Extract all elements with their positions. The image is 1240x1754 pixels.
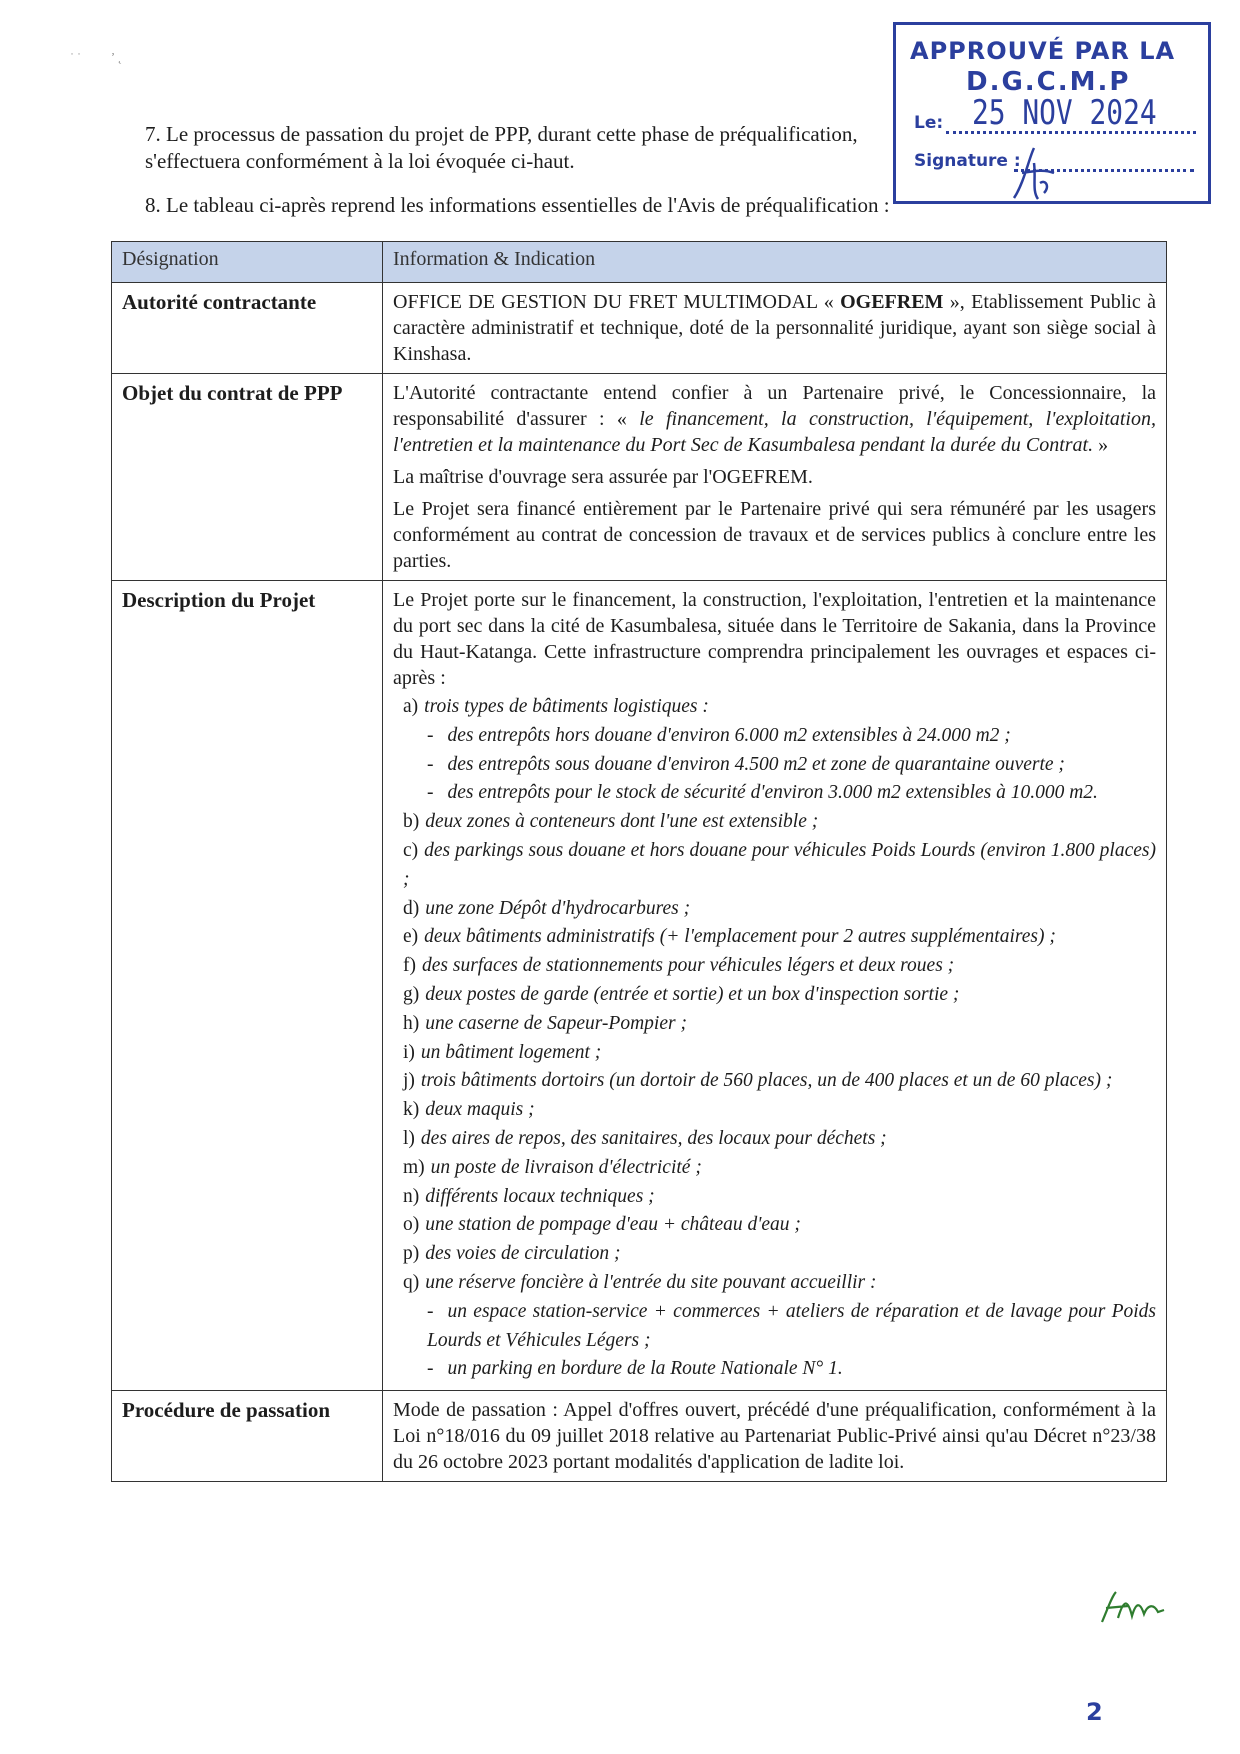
scan-specks: ˙ ˙ ʼ ˛ — [70, 50, 122, 64]
header-designation: Désignation — [112, 242, 383, 283]
list-item-text: des entrepôts pour le stock de sécurité d'environ 3.000 m2 extensibles à 10.000 m2. — [447, 782, 1098, 804]
list-marker: - — [427, 753, 434, 775]
list-marker: i) — [403, 1041, 415, 1063]
list-marker: n) — [403, 1185, 420, 1207]
list-item — [393, 1096, 1156, 1125]
list-item — [393, 1067, 1156, 1096]
stamp-line2: D.G.C.M.P — [966, 67, 1131, 97]
list-item — [393, 981, 1156, 1010]
page-number: 2 — [1086, 1698, 1103, 1726]
list-marker: j) — [403, 1070, 415, 1092]
list-item — [393, 923, 1156, 952]
list-item-text: différents locaux techniques ; — [425, 1185, 655, 1207]
list-item — [393, 1269, 1156, 1298]
list-item-text: trois types de bâtiments logistiques : — [424, 696, 709, 717]
stamp-date-label: Le: — [914, 113, 944, 133]
list-item — [393, 1240, 1156, 1269]
list-item — [393, 808, 1156, 837]
list-marker: c) — [403, 839, 419, 861]
objet-paragraph-3: Le Projet sera financé entièrement par le Partenaire privé qui sera rémunéré par les usagers conformément au contrat de concession de travaux et de services publics à conclure entre les parties. — [393, 498, 1156, 572]
objet-p1-end: » — [1093, 434, 1109, 456]
table-row — [112, 581, 1167, 1391]
list-marker: m) — [403, 1156, 425, 1178]
description-list — [393, 693, 1156, 1384]
list-marker: e) — [403, 926, 419, 948]
objet-paragraph-1 — [393, 380, 1156, 458]
list-marker: - — [427, 724, 434, 746]
row-value-objet — [383, 374, 1167, 581]
list-marker: f) — [403, 955, 416, 977]
list-item-text: des entrepôts hors douane d'environ 6.000 m2 extensibles à 24.000 m2 ; — [447, 724, 1011, 746]
list-item-text: deux bâtiments administratifs (+ l'emplacement pour 2 autres supplémentaires) ; — [424, 926, 1056, 948]
list-marker: o) — [403, 1214, 420, 1236]
approval-stamp — [893, 22, 1211, 204]
stamp-line1: APPROUVÉ PAR LA — [910, 37, 1176, 65]
list-item-text: deux zones à conteneurs dont l'une est extensible ; — [425, 811, 819, 833]
stamp-date: 25 NOV 2024 — [972, 93, 1157, 133]
row-value-procedure: Mode de passation : Appel d'offres ouvert, précédé d'une préqualification, conformément à la Loi n°18/016 du 09 juillet 2018 relative au Partenariat Public-Privé ainsi qu'au Décret n°23/38 du 26 octobre 2023 portant modalités d'application de ladite loi. — [383, 1391, 1167, 1482]
row-label-objet: Objet du contrat de PPP — [112, 374, 383, 581]
list-item — [393, 751, 1156, 780]
list-item-text: un espace station-service + commerces + ateliers de réparation et de lavage pour Poids Lourds et Véhicules Légers ; — [427, 1300, 1156, 1351]
list-marker: - — [427, 1300, 434, 1322]
list-item-text: des parkings sous douane et hors douane pour véhicules Poids Lourds (environ 1.800 places) ; — [403, 839, 1156, 890]
info-table — [111, 241, 1167, 1482]
stamp-signature-label: Signature : — [914, 151, 1021, 171]
list-item — [393, 693, 1156, 722]
list-marker: b) — [403, 811, 420, 833]
row-label-procedure: Procédure de passation — [112, 1391, 383, 1482]
row-label-description: Description du Projet — [112, 581, 383, 1391]
table-row — [112, 374, 1167, 581]
list-marker: - — [427, 1358, 434, 1380]
objet-p1-italic: le financement, la construction, l'équipement, l'exploitation, l'entretien et la maintenance du Port Sec de Kasumbalesa pendant la durée du Contrat. — [393, 408, 1156, 456]
initials-signature-icon — [1098, 1588, 1168, 1628]
list-item-text: deux postes de garde (entrée et sortie) et un box d'inspection sortie ; — [425, 983, 960, 1005]
list-marker: k) — [403, 1099, 420, 1121]
list-marker: p) — [403, 1243, 420, 1265]
list-item — [393, 722, 1156, 751]
autorite-text-part1: OFFICE DE GESTION DU FRET MULTIMODAL « — [393, 291, 841, 313]
list-marker: - — [427, 782, 434, 804]
list-item-text: des entrepôts sous douane d'environ 4.500 m2 et zone de quarantaine ouverte ; — [447, 753, 1065, 775]
list-item-text: deux maquis ; — [425, 1099, 535, 1121]
list-item-text: un bâtiment logement ; — [420, 1041, 602, 1063]
list-item — [393, 1010, 1156, 1039]
list-item-text: des aires de repos, des sanitaires, des locaux pour déchets ; — [420, 1127, 887, 1149]
list-item-text: une réserve foncière à l'entrée du site pouvant accueillir : — [425, 1271, 877, 1293]
list-item — [393, 1355, 1156, 1384]
list-item-text: des voies de circulation ; — [425, 1243, 621, 1265]
autorite-text-part2: », Etablissement Public à caractère administratif et technique, doté de la personnalité juridique, ayant son siège social à Kinshasa. — [393, 291, 1157, 365]
list-marker: h) — [403, 1012, 420, 1034]
list-item-text: une station de pompage d'eau + château d'eau ; — [425, 1214, 801, 1236]
list-marker: d) — [403, 897, 420, 919]
paragraph-8: 8. Le tableau ci-après reprend les informations essentielles de l'Avis de préqualification : — [145, 193, 890, 217]
list-item-text: un poste de livraison d'électricité ; — [430, 1156, 702, 1178]
objet-paragraph-2: La maîtrise d'ouvrage sera assurée par l'OGEFREM. — [393, 466, 813, 488]
list-item — [393, 895, 1156, 924]
list-item — [393, 1039, 1156, 1068]
list-item — [393, 837, 1156, 895]
objet-p1-start: L'Autorité contractante entend confier à un Partenaire privé, le Concessionnaire, la responsabilité d'assurer : « — [393, 382, 1156, 430]
list-item — [393, 1125, 1156, 1154]
list-item — [393, 1298, 1156, 1356]
list-item — [393, 779, 1156, 808]
list-item — [393, 1154, 1156, 1183]
description-intro: Le Projet porte sur le financement, la construction, l'exploitation, l'entretien et la maintenance du port sec dans la cité de Kasumbalesa, située dans le Territoire de Sakania, dans la Province du Haut-Katanga. Cette infrastructure comprendra principalement les ouvrages et espaces ci-après : — [393, 589, 1156, 689]
list-item-text: une zone Dépôt d'hydrocarbures ; — [425, 897, 691, 919]
paragraph-7: 7. Le processus de passation du projet de PPP, durant cette phase de préqualification, s'effectuera conformément à la loi évoquée ci-haut. — [145, 122, 858, 173]
row-value-autorite — [383, 283, 1167, 374]
list-marker: q) — [403, 1271, 420, 1293]
list-item-text: trois bâtiments dortoirs (un dortoir de 560 places, un de 400 places et un de 60 places) ; — [420, 1070, 1113, 1092]
list-item — [393, 1183, 1156, 1212]
autorite-acronym: OGEFREM — [840, 291, 944, 313]
stamp-dotted-line — [946, 131, 1196, 134]
table-row — [112, 1391, 1167, 1482]
list-marker: a) — [403, 696, 419, 717]
list-marker: g) — [403, 983, 420, 1005]
list-item-text: une caserne de Sapeur-Pompier ; — [425, 1012, 687, 1034]
table-header-row — [112, 242, 1167, 283]
row-value-description — [383, 581, 1167, 1391]
list-item-text: un parking en bordure de la Route Nationale N° 1. — [447, 1358, 843, 1380]
list-item — [393, 1211, 1156, 1240]
table-row — [112, 283, 1167, 374]
row-label-autorite: Autorité contractante — [112, 283, 383, 374]
list-item-text: des surfaces de stationnements pour véhicules légers et deux roues ; — [422, 955, 955, 977]
header-information: Information & Indication — [383, 242, 1167, 283]
list-marker: l) — [403, 1127, 415, 1149]
list-item — [393, 952, 1156, 981]
